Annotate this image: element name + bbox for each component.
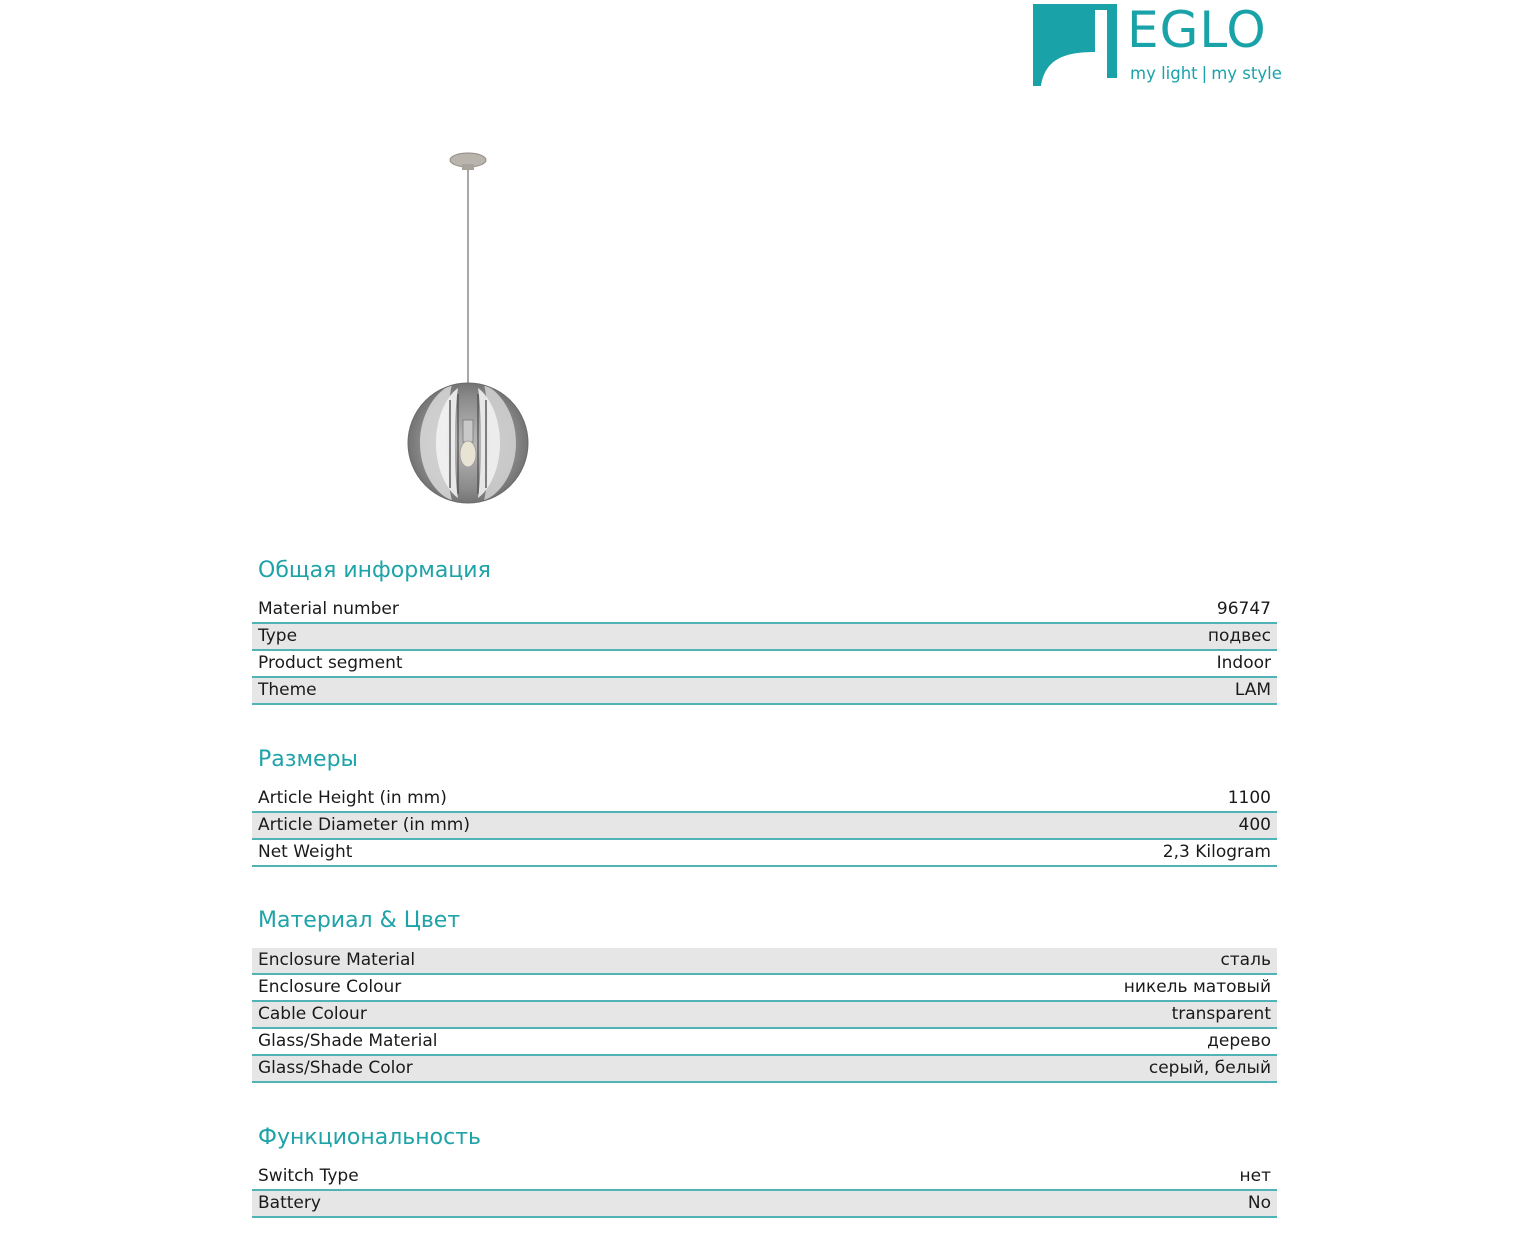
row-value: 96747 [1216,599,1271,619]
table-row [252,1002,1277,1029]
row-label: Battery [258,1193,321,1213]
row-label: Net Weight [258,842,353,862]
table-row [252,678,1277,705]
tagline-right: my style [1211,64,1282,83]
row-value: 400 [1238,815,1271,835]
row-value: LAM [1234,680,1271,700]
table-row [252,624,1277,651]
row-label: Glass/Shade Material [258,1031,438,1051]
section-title: Размеры [258,747,358,772]
row-value: подвес [1207,626,1271,646]
table-row [252,597,1277,624]
eglo-logo-mark-icon [1033,4,1117,86]
row-label: Enclosure Colour [258,977,402,997]
table-row [252,948,1277,975]
spec-table [252,786,1277,867]
row-label: Enclosure Material [258,950,416,970]
eglo-logo [1033,1,1283,88]
row-label: Glass/Shade Color [258,1058,413,1078]
row-label: Theme [258,680,317,700]
table-row [252,1056,1277,1083]
tagline-separator: | [1201,64,1208,83]
table-row [252,1029,1277,1056]
row-label: Product segment [258,653,403,673]
brand-tagline [1130,64,1282,83]
table-row [252,786,1277,813]
row-value: 1100 [1227,788,1271,808]
tagline-left: my light [1130,64,1198,83]
spec-table [252,1164,1277,1218]
spec-table [252,948,1277,1083]
row-label: Article Height (in mm) [258,788,447,808]
row-label: Cable Colour [258,1004,367,1024]
row-value: transparent [1171,1004,1271,1024]
brand-name: EGLO [1127,1,1267,59]
row-value: Indoor [1216,653,1271,673]
table-row [252,975,1277,1002]
row-label: Article Diameter (in mm) [258,815,470,835]
pendant-lamp-icon [400,150,536,510]
section-title: Материал & Цвет [258,908,461,933]
row-label: Switch Type [258,1166,359,1186]
row-value: сталь [1220,950,1271,970]
table-row [252,1164,1277,1191]
row-value: 2,3 Kilogram [1162,842,1271,862]
table-row [252,813,1277,840]
spec-table [252,597,1277,705]
section-title: Функциональность [258,1125,481,1150]
row-label: Material number [258,599,399,619]
section-title: Общая информация [258,558,491,583]
row-value: No [1247,1193,1271,1213]
row-value: серый, белый [1148,1058,1271,1078]
table-row [252,840,1277,867]
row-value: никель матовый [1123,977,1271,997]
row-label: Type [258,626,298,646]
table-row [252,1191,1277,1218]
table-row [252,651,1277,678]
row-value: дерево [1207,1031,1271,1051]
row-value: нет [1239,1166,1271,1186]
